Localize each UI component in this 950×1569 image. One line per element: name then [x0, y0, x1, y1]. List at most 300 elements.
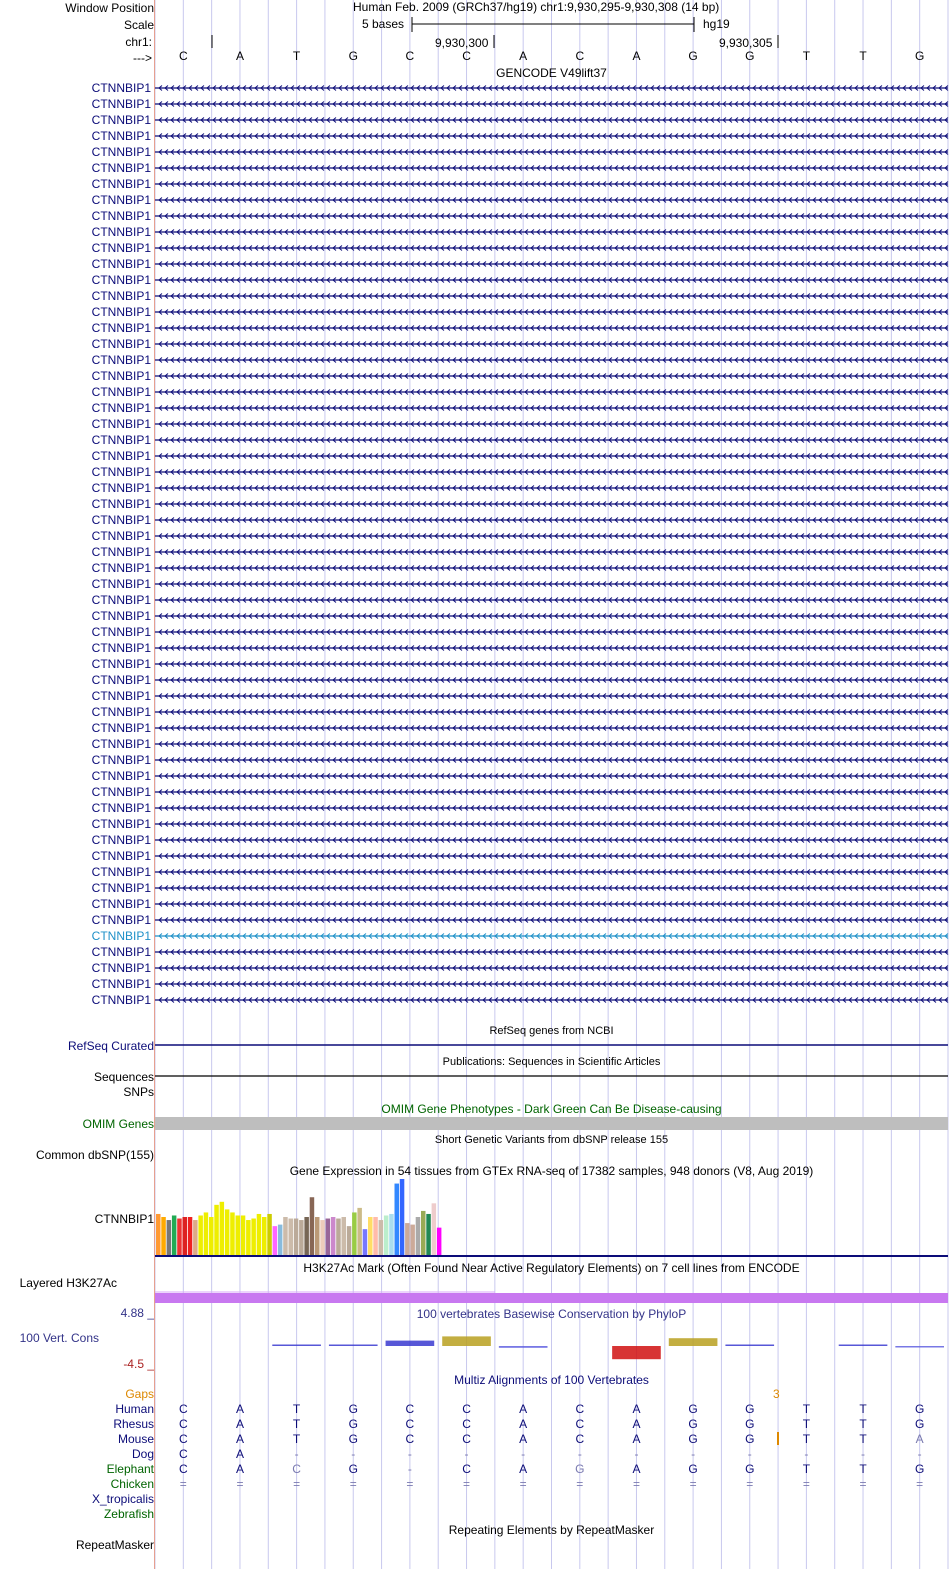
- alignment-base: T: [859, 1432, 867, 1446]
- gtex-tissue-bar: [230, 1212, 235, 1255]
- alignment-base: G: [745, 1462, 755, 1476]
- alignment-base: =: [519, 1477, 527, 1491]
- scale-label: Scale: [123, 18, 154, 32]
- alignment-base: G: [688, 1417, 698, 1431]
- sequence-base: A: [632, 49, 641, 63]
- alignment-base: A: [519, 1462, 528, 1476]
- alignment-base: T: [802, 1417, 811, 1431]
- alignment-base: -: [917, 1447, 922, 1461]
- phylop-mark: [612, 1346, 661, 1359]
- track-image[interactable]: [155, 0, 950, 1569]
- gencode-transcript: [155, 710, 948, 715]
- sequence-base: A: [519, 49, 528, 63]
- gencode-transcript: [155, 662, 948, 667]
- gtex-tissue-bar: [357, 1208, 362, 1255]
- gap-count: 3: [773, 1387, 780, 1401]
- gencode-transcript: [155, 630, 948, 635]
- gencode-transcript: [155, 726, 948, 731]
- alignment-base: -: [634, 1447, 639, 1461]
- phylop-mark: [442, 1336, 491, 1346]
- gtex-tissue-bar: [209, 1217, 214, 1255]
- gencode-transcript: [155, 262, 948, 267]
- phylop-mark: [895, 1346, 944, 1348]
- alignment-base: -: [747, 1447, 752, 1461]
- gencode-transcript-label[interactable]: CTNNBIP1: [91, 177, 151, 191]
- alignment-base: A: [235, 1447, 244, 1461]
- species-label[interactable]: Dog: [131, 1447, 154, 1461]
- gtex-tissue-bar: [172, 1215, 177, 1255]
- gtex-tissue-bar: [283, 1217, 288, 1255]
- gencode-transcript: [155, 646, 948, 651]
- gtex-tissue-bar: [421, 1211, 426, 1255]
- refseq-title: RefSeq genes from NCBI: [489, 1025, 614, 1037]
- gencode-transcript-label[interactable]: CTNNBIP1: [91, 657, 151, 671]
- gencode-transcript: [155, 758, 948, 763]
- alignment-base: -: [804, 1447, 809, 1461]
- publications-title: Publications: Sequences in Scientific Articles: [442, 1056, 661, 1068]
- gtex-tissue-bar: [262, 1217, 267, 1255]
- gencode-transcript-label[interactable]: CTNNBIP1: [91, 161, 151, 175]
- scale-db-text: hg19: [703, 17, 730, 31]
- sequence-base: G: [688, 49, 698, 63]
- gtex-tissue-bar: [236, 1215, 241, 1255]
- gtex-tissue-bar: [304, 1217, 309, 1255]
- gtex-tissue-bar: [426, 1214, 431, 1255]
- alignment-base: =: [406, 1477, 414, 1491]
- gtex-label[interactable]: CTNNBIP1: [94, 1212, 154, 1226]
- alignment-base: G: [348, 1402, 358, 1416]
- gencode-transcript-label[interactable]: CTNNBIP1: [91, 833, 151, 847]
- gencode-transcript: [155, 438, 948, 443]
- gencode-transcript: [155, 374, 948, 379]
- gencode-transcript: [155, 950, 948, 955]
- gtex-tissue-bar: [251, 1219, 256, 1255]
- gencode-transcript-label[interactable]: CTNNBIP1: [91, 945, 151, 959]
- gencode-transcript-label[interactable]: CTNNBIP1: [91, 817, 151, 831]
- alignment-base: -: [521, 1447, 526, 1461]
- gencode-transcript-label[interactable]: CTNNBIP1: [91, 625, 151, 639]
- gencode-transcript-label[interactable]: CTNNBIP1: [91, 577, 151, 591]
- gencode-transcript: [155, 102, 948, 107]
- alignment-base: G: [915, 1402, 925, 1416]
- gencode-transcript: [155, 678, 948, 683]
- alignment-base: T: [292, 1432, 301, 1446]
- gaps-label: Gaps: [125, 1387, 154, 1401]
- gtex-title: Gene Expression in 54 tissues from GTEx RNA-seq of 17382 samples, 948 donors (V8, Aug 2019): [289, 1164, 814, 1178]
- gencode-transcript: [155, 822, 948, 827]
- gtex-tissue-bar: [405, 1223, 410, 1255]
- gencode-transcript-label[interactable]: CTNNBIP1: [91, 369, 151, 383]
- gtex-tissue-bar: [214, 1205, 219, 1255]
- alignment-base: -: [861, 1447, 866, 1461]
- alignment-base: T: [802, 1462, 811, 1476]
- alignment-base: C: [575, 1417, 585, 1431]
- alignment-base: A: [519, 1402, 528, 1416]
- sequence-base: A: [235, 49, 244, 63]
- alignment-base: C: [292, 1462, 301, 1476]
- alignment-base: C: [462, 1417, 471, 1431]
- gtex-tissue-bar: [331, 1217, 336, 1255]
- alignment-base: T: [292, 1402, 301, 1416]
- gencode-transcript: [155, 870, 948, 875]
- gencode-transcript: [155, 246, 948, 251]
- gtex-tissue-bar: [363, 1229, 368, 1255]
- alignment-base: C: [178, 1447, 188, 1461]
- multiz-title: Multiz Alignments of 100 Vertebrates: [454, 1373, 649, 1387]
- alignment-base: C: [462, 1432, 471, 1446]
- gencode-transcript: [155, 614, 948, 619]
- gtex-tissue-bar: [167, 1220, 172, 1255]
- gencode-transcript: [155, 134, 948, 139]
- phylop-mark: [272, 1345, 321, 1347]
- gtex-tissue-bar: [320, 1220, 325, 1255]
- alignment-base: C: [405, 1417, 415, 1431]
- gtex-tissue-bar: [241, 1215, 246, 1255]
- alignment-base: =: [576, 1477, 584, 1491]
- gencode-transcript-label[interactable]: CTNNBIP1: [91, 785, 151, 799]
- alignment-base: A: [235, 1462, 244, 1476]
- gtex-tissue-bar: [220, 1202, 225, 1255]
- alignment-base: -: [407, 1462, 412, 1476]
- alignment-base: G: [688, 1432, 698, 1446]
- gtex-tissue-bar: [373, 1217, 378, 1255]
- gencode-transcript-label[interactable]: CTNNBIP1: [91, 497, 151, 511]
- gencode-transcript-label[interactable]: CTNNBIP1: [91, 881, 151, 895]
- alignment-base: =: [349, 1477, 357, 1491]
- gencode-transcript-label[interactable]: CTNNBIP1: [91, 113, 151, 127]
- sequence-base: T: [859, 49, 867, 63]
- species-label[interactable]: Human: [115, 1402, 154, 1416]
- gencode-transcript-label[interactable]: CTNNBIP1: [91, 321, 151, 335]
- gtex-tissue-bar: [278, 1225, 283, 1255]
- alignment-base: -: [351, 1447, 356, 1461]
- alignment-base: T: [859, 1417, 867, 1431]
- gtex-tissue-bar: [299, 1220, 304, 1255]
- gencode-transcript: [155, 742, 948, 747]
- alignment-base: =: [689, 1477, 697, 1491]
- gtex-tissue-bar: [161, 1217, 166, 1255]
- gencode-transcript: [155, 214, 948, 219]
- alignment-base: C: [178, 1417, 188, 1431]
- gencode-transcript: [155, 534, 948, 539]
- gencode-transcript-label[interactable]: CTNNBIP1: [91, 385, 151, 399]
- gencode-transcript: [155, 486, 948, 491]
- gtex-tissue-bar: [416, 1217, 421, 1255]
- gencode-transcript-label[interactable]: CTNNBIP1: [91, 865, 151, 879]
- phylop-mark: [669, 1338, 718, 1346]
- gencode-transcript: [155, 326, 948, 331]
- gtex-tissue-bar: [352, 1212, 357, 1255]
- omim-label[interactable]: OMIM Genes: [82, 1117, 154, 1131]
- gencode-transcript: [155, 902, 948, 907]
- repeatmasker-title: Repeating Elements by RepeatMasker: [448, 1523, 655, 1537]
- alignment-base: A: [519, 1417, 528, 1431]
- position-tick-2: 9,930,305: [719, 36, 773, 50]
- gencode-transcript-label[interactable]: CTNNBIP1: [91, 193, 151, 207]
- gencode-transcript: [155, 278, 948, 283]
- sequence-base: C: [178, 49, 188, 63]
- alignment-base: G: [915, 1417, 925, 1431]
- gencode-transcript-label[interactable]: CTNNBIP1: [91, 561, 151, 575]
- alignment-base: C: [178, 1432, 188, 1446]
- species-label[interactable]: Rhesus: [113, 1417, 154, 1431]
- alignment-base: =: [802, 1477, 810, 1491]
- phylop-mark: [329, 1345, 378, 1347]
- sequence-base: C: [575, 49, 585, 63]
- alignment-base: G: [745, 1402, 755, 1416]
- gencode-transcript-label[interactable]: CTNNBIP1: [91, 705, 151, 719]
- gencode-transcript: [155, 694, 948, 699]
- sequence-base: C: [462, 49, 471, 63]
- alignment-base: =: [236, 1477, 244, 1491]
- gencode-transcript-label[interactable]: CTNNBIP1: [91, 913, 151, 927]
- alignment-base: =: [859, 1477, 867, 1491]
- gencode-transcript: [155, 454, 948, 459]
- gencode-transcript-label[interactable]: CTNNBIP1: [91, 97, 151, 111]
- alignment-base: G: [348, 1432, 358, 1446]
- gencode-transcript-label[interactable]: CTNNBIP1: [91, 961, 151, 975]
- gencode-transcript: [155, 358, 948, 363]
- phylop-mark: [386, 1341, 435, 1346]
- gencode-transcript-label[interactable]: CTNNBIP1: [91, 81, 151, 95]
- insertion-marker: [777, 1432, 779, 1445]
- scale-bases-text: 5 bases: [362, 17, 405, 31]
- phylop-label[interactable]: 100 Vert. Cons: [19, 1331, 99, 1345]
- species-label[interactable]: Chicken: [110, 1477, 154, 1491]
- alignment-base: G: [688, 1462, 698, 1476]
- gencode-transcript-label[interactable]: CTNNBIP1: [91, 529, 151, 543]
- alignment-base: C: [575, 1432, 585, 1446]
- gtex-tissue-bar: [225, 1209, 230, 1255]
- gencode-transcript-label[interactable]: CTNNBIP1: [91, 433, 151, 447]
- gtex-tissue-bar: [336, 1219, 341, 1255]
- gencode-transcript-label[interactable]: CTNNBIP1: [91, 689, 151, 703]
- alignment-base: -: [294, 1447, 299, 1461]
- alignment-base: C: [462, 1462, 471, 1476]
- alignment-base: -: [464, 1447, 469, 1461]
- gencode-transcript: [155, 934, 948, 939]
- species-label[interactable]: Mouse: [117, 1432, 154, 1446]
- sequences-label[interactable]: Sequences: [93, 1070, 154, 1084]
- gencode-transcript-label[interactable]: CTNNBIP1: [91, 769, 151, 783]
- alignment-base: T: [292, 1417, 301, 1431]
- h3k27ac-title: H3K27Ac Mark (Often Found Near Active Regulatory Elements) on 7 cell lines from ENCODE: [303, 1261, 800, 1275]
- gtex-tissue-bar: [395, 1184, 400, 1255]
- alignment-base: T: [859, 1462, 867, 1476]
- gtex-tissue-bar: [193, 1220, 198, 1255]
- gencode-transcript-label[interactable]: CTNNBIP1: [91, 513, 151, 527]
- gencode-transcript-label[interactable]: CTNNBIP1: [91, 593, 151, 607]
- gtex-tissue-bar: [310, 1197, 315, 1255]
- gtex-tissue-bar: [437, 1228, 442, 1255]
- gencode-transcript: [155, 886, 948, 891]
- sequence-base: T: [292, 49, 301, 63]
- species-label[interactable]: Elephant: [106, 1462, 154, 1476]
- alignment-base: A: [632, 1402, 641, 1416]
- gencode-transcript: [155, 422, 948, 427]
- gtex-tissue-bar: [432, 1203, 437, 1255]
- gencode-transcript-label[interactable]: CTNNBIP1: [91, 353, 151, 367]
- gtex-tissue-bar: [315, 1217, 320, 1255]
- gencode-transcript: [155, 998, 948, 1003]
- species-label[interactable]: X_tropicalis: [91, 1492, 154, 1506]
- gencode-transcript-label[interactable]: CTNNBIP1: [91, 209, 151, 223]
- strand-label: --->: [133, 51, 152, 65]
- gencode-transcript: [155, 790, 948, 795]
- gencode-transcript: [155, 854, 948, 859]
- gencode-transcript-label[interactable]: CTNNBIP1: [91, 257, 151, 271]
- gtex-tissue-bar: [198, 1215, 203, 1255]
- gencode-transcript-label[interactable]: CTNNBIP1: [91, 977, 151, 991]
- gtex-tissue-bar: [289, 1219, 294, 1255]
- gtex-tissue-bar: [384, 1215, 389, 1255]
- alignment-base: A: [632, 1417, 641, 1431]
- alignment-base: =: [463, 1477, 471, 1491]
- refseq-label[interactable]: RefSeq Curated: [67, 1039, 154, 1053]
- gencode-transcript-label[interactable]: CTNNBIP1: [91, 417, 151, 431]
- gencode-transcript-label[interactable]: CTNNBIP1: [91, 449, 151, 463]
- gencode-transcript: [155, 550, 948, 555]
- gencode-transcript: [155, 582, 948, 587]
- alignment-base: =: [632, 1477, 640, 1491]
- gencode-transcript-label[interactable]: CTNNBIP1: [91, 737, 151, 751]
- gencode-transcript-label[interactable]: CTNNBIP1: [91, 673, 151, 687]
- gtex-tissue-bar: [368, 1217, 373, 1255]
- gencode-transcript-label[interactable]: CTNNBIP1: [91, 129, 151, 143]
- gencode-transcript-label[interactable]: CTNNBIP1: [91, 641, 151, 655]
- snps-label[interactable]: SNPs: [123, 1085, 154, 1099]
- phylop-max-label: 4.88 _: [120, 1306, 154, 1320]
- gencode-transcript: [155, 182, 948, 187]
- dbsnp-title: Short Genetic Variants from dbSNP release 155: [434, 1134, 669, 1146]
- gencode-transcript-label[interactable]: CTNNBIP1: [91, 337, 151, 351]
- alignment-base: C: [462, 1402, 471, 1416]
- gencode-transcript: [155, 518, 948, 523]
- gencode-transcript: [155, 774, 948, 779]
- phylop-mark: [725, 1345, 774, 1347]
- phylop-mark: [499, 1346, 548, 1348]
- alignment-base: A: [915, 1432, 924, 1446]
- alignment-base: G: [575, 1462, 585, 1476]
- gencode-transcript: [155, 502, 948, 507]
- gencode-transcript: [155, 806, 948, 811]
- gtex-bar-chart: [156, 1179, 441, 1255]
- chrom-label: chr1:: [125, 35, 152, 49]
- gencode-transcript: [155, 166, 948, 171]
- alignment-base: =: [916, 1477, 924, 1491]
- alignment-base: A: [632, 1462, 641, 1476]
- gencode-transcript-label[interactable]: CTNNBIP1: [91, 849, 151, 863]
- gtex-tissue-bar: [257, 1214, 262, 1255]
- alignment-base: -: [577, 1447, 582, 1461]
- alignment-base: T: [859, 1402, 867, 1416]
- gencode-transcript: [155, 406, 948, 411]
- gencode-transcript-label[interactable]: CTNNBIP1: [91, 305, 151, 319]
- gtex-tissue-bar: [347, 1226, 352, 1255]
- sequence-base: C: [405, 49, 415, 63]
- gtex-tissue-bar: [273, 1226, 278, 1255]
- gencode-transcript: [155, 838, 948, 843]
- gencode-transcript: [155, 198, 948, 203]
- alignment-base: G: [348, 1417, 358, 1431]
- gencode-transcript: [155, 566, 948, 571]
- alignment-base: -: [691, 1447, 696, 1461]
- gtex-tissue-bar: [188, 1217, 193, 1255]
- gtex-tissue-bar: [294, 1219, 299, 1255]
- gtex-tissue-bar: [342, 1217, 347, 1255]
- gencode-transcript-label[interactable]: CTNNBIP1: [91, 225, 151, 239]
- track-label-panel: [0, 0, 154, 1569]
- gencode-title: GENCODE V49lift37: [496, 66, 607, 80]
- alignment-base: C: [178, 1402, 188, 1416]
- phylop-min-label: -4.5 _: [123, 1357, 154, 1371]
- gencode-transcript: [155, 470, 948, 475]
- species-label[interactable]: Zebrafish: [103, 1507, 154, 1521]
- gencode-transcript: [155, 390, 948, 395]
- alignment-base: A: [519, 1432, 528, 1446]
- gencode-transcript-label[interactable]: CTNNBIP1: [91, 801, 151, 815]
- gtex-tissue-bar: [246, 1220, 251, 1255]
- h3k27ac-label[interactable]: Layered H3K27Ac: [19, 1276, 117, 1290]
- gencode-transcript-label[interactable]: CTNNBIP1: [91, 993, 151, 1007]
- gencode-transcript: [155, 598, 948, 603]
- gencode-transcript-label[interactable]: CTNNBIP1: [91, 465, 151, 479]
- gencode-transcript: [155, 294, 948, 299]
- gencode-transcript: [155, 310, 948, 315]
- gencode-transcript-label[interactable]: CTNNBIP1: [91, 273, 151, 287]
- gencode-transcript-label[interactable]: CTNNBIP1: [91, 545, 151, 559]
- gencode-transcript-label[interactable]: CTNNBIP1: [91, 145, 151, 159]
- gencode-transcript-label[interactable]: CTNNBIP1: [91, 753, 151, 767]
- gencode-transcript: [155, 118, 948, 123]
- omim-title: OMIM Gene Phenotypes - Dark Green Can Be Disease-causing: [381, 1102, 722, 1116]
- sequence-base: G: [915, 49, 925, 63]
- gencode-transcript-label[interactable]: CTNNBIP1: [91, 609, 151, 623]
- gencode-transcript-label[interactable]: CTNNBIP1: [91, 721, 151, 735]
- alignment-base: -: [407, 1447, 412, 1461]
- assembly-position-text: Human Feb. 2009 (GRCh37/hg19) chr1:9,930,295-9,930,308 (14 bp): [353, 0, 720, 14]
- h3k27ac-signal: [155, 1293, 948, 1303]
- gtex-tissue-bar: [177, 1219, 182, 1255]
- gencode-transcript-label[interactable]: CTNNBIP1: [91, 481, 151, 495]
- gencode-transcript: [155, 966, 948, 971]
- alignment-base: C: [405, 1432, 415, 1446]
- gencode-transcript-label[interactable]: CTNNBIP1: [91, 929, 151, 943]
- dbsnp-label[interactable]: Common dbSNP(155): [35, 1148, 154, 1162]
- gtex-tissue-bar: [389, 1214, 394, 1255]
- gencode-transcript: [155, 918, 948, 923]
- gencode-transcript: [155, 150, 948, 155]
- alignment-base: G: [745, 1417, 755, 1431]
- gencode-transcript-label[interactable]: CTNNBIP1: [91, 897, 151, 911]
- alignment-base: G: [348, 1462, 358, 1476]
- alignment-base: =: [293, 1477, 301, 1491]
- phylop-mark: [839, 1345, 888, 1347]
- window-position-label: Window Position: [65, 1, 154, 15]
- alignment-base: G: [745, 1432, 755, 1446]
- alignment-base: C: [178, 1462, 188, 1476]
- gencode-transcript-label[interactable]: CTNNBIP1: [91, 401, 151, 415]
- position-tick-1: 9,930,300: [435, 36, 489, 50]
- alignment-base: A: [632, 1432, 641, 1446]
- repeatmasker-label[interactable]: RepeatMasker: [75, 1538, 154, 1552]
- sequence-base: G: [745, 49, 755, 63]
- gencode-transcript-label[interactable]: CTNNBIP1: [91, 289, 151, 303]
- alignment-base: C: [575, 1402, 585, 1416]
- alignment-base: C: [405, 1402, 415, 1416]
- gencode-transcript-label[interactable]: CTNNBIP1: [91, 241, 151, 255]
- base-gridlines: [155, 0, 948, 1569]
